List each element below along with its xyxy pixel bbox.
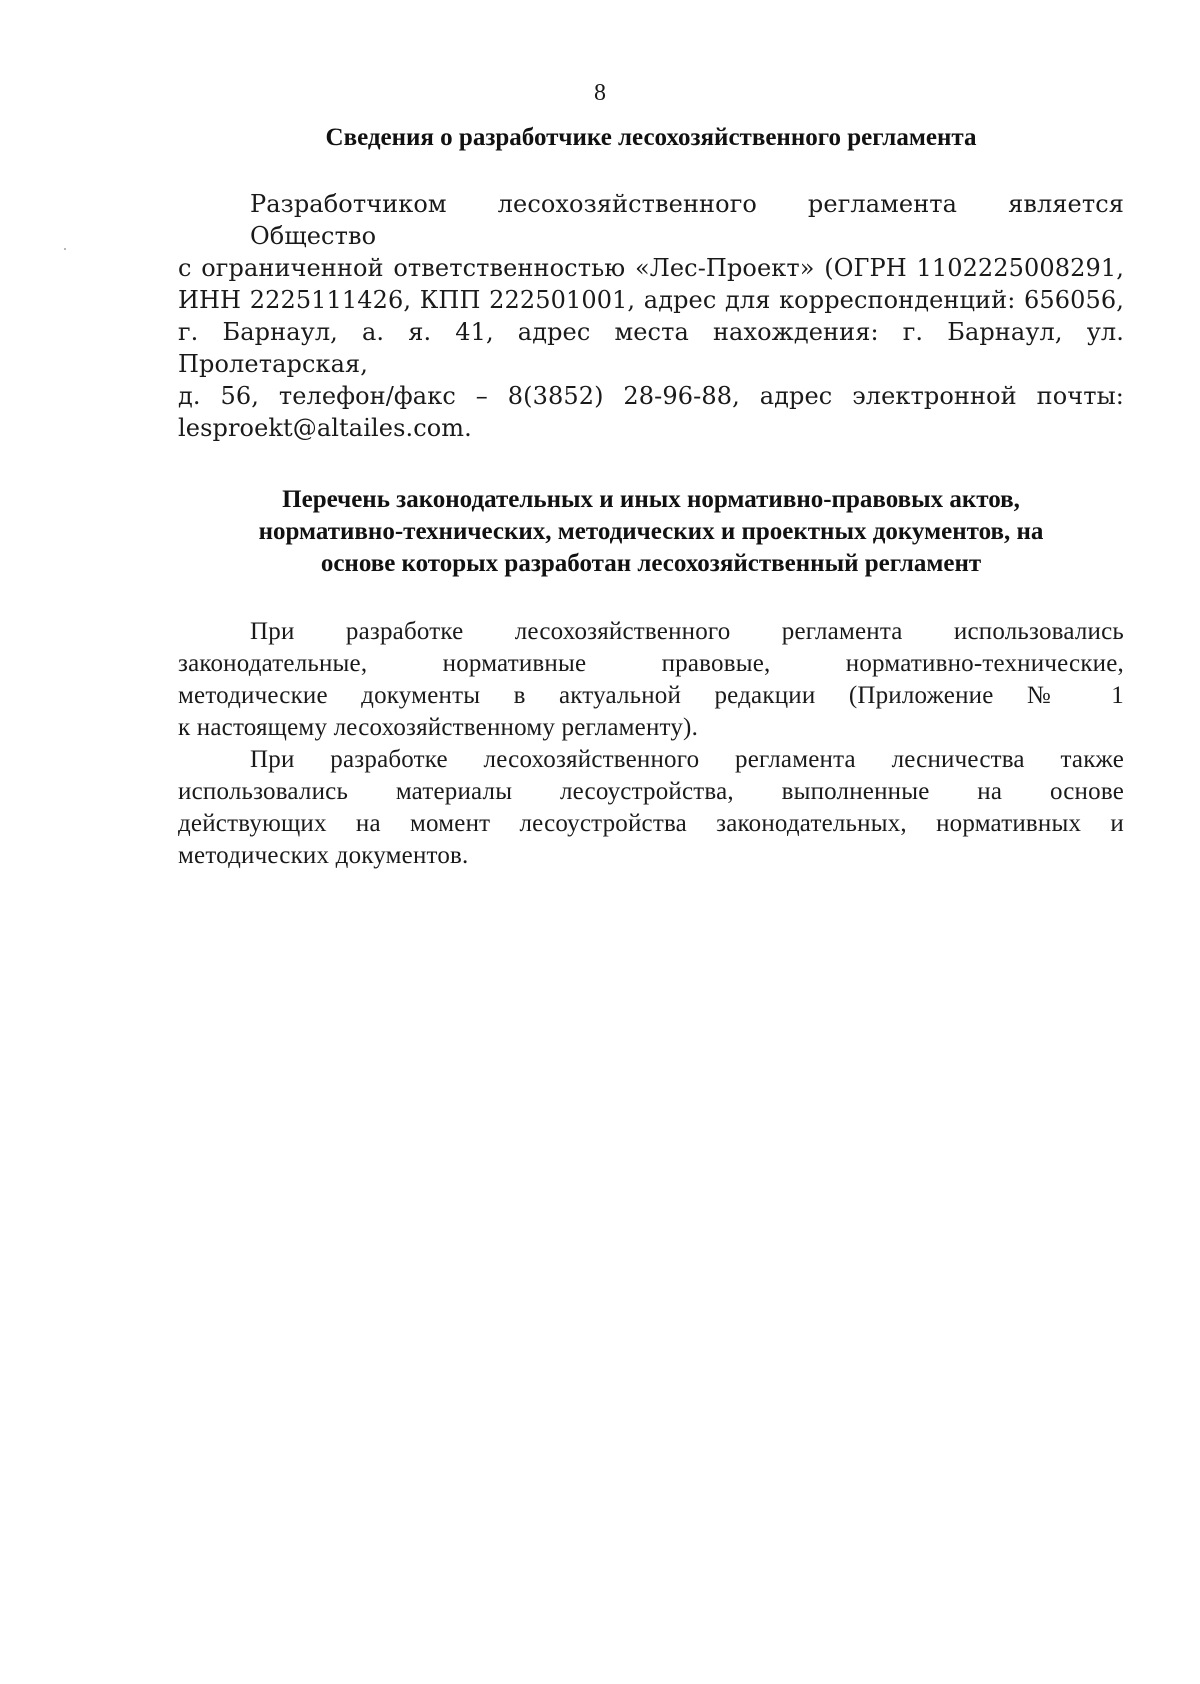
developer-info-heading: Сведения о разработчике лесохозяйственного регламента	[325, 124, 977, 151]
regulatory-acts-heading	[178, 484, 1124, 580]
developer-info-line-3: ИНН 2225111426, КПП 222501001, адрес для корреспонденций: 656056,	[178, 286, 1124, 314]
developer-info-line-6: lesproekt@altailes.com.	[178, 414, 472, 442]
scan-speck	[64, 248, 66, 250]
paragraph-2-line-1: При разработке лесохозяйственного регламента лесничества также	[250, 746, 1124, 773]
page-content	[178, 122, 1124, 872]
regulatory-acts-heading-line-2: нормативно-технических, методических и проектных документов, на	[258, 518, 1044, 545]
paragraph-2-line-4: методических документов.	[178, 842, 469, 869]
paragraph-1-line-2: законодательные, нормативные правовые, нормативно-технические,	[178, 650, 1124, 677]
paragraph-1-line-3: методические документы в актуальной редакции (Приложение № 1	[178, 682, 1124, 709]
developer-info-line-4: г. Барнаул, а. я. 41, адрес места нахождения: г. Барнаул, ул. Пролетарская,	[178, 318, 1124, 378]
paragraph-1-line-1: При разработке лесохозяйственного регламента использовались	[250, 618, 1124, 645]
developer-info-line-2: с ограниченной ответственностью «Лес-Проект» (ОГРН 1102225008291,	[178, 254, 1124, 282]
paragraph-2-line-3: действующих на момент лесоустройства законодательных, нормативных и	[178, 810, 1124, 837]
regulatory-acts-paragraph-1	[178, 616, 1124, 744]
developer-info-line-1: Разработчиком лесохозяйственного регламента является Общество	[250, 190, 1124, 250]
paragraph-2-line-2: использовались материалы лесоустройства, выполненные на основе	[178, 778, 1124, 805]
regulatory-acts-heading-line-3: основе которых разработан лесохозяйственный регламент	[320, 550, 982, 577]
developer-info-body	[178, 188, 1124, 444]
regulatory-acts-body	[178, 616, 1124, 872]
regulatory-acts-heading-line-1: Перечень законодательных и иных нормативно-правовых актов,	[282, 486, 1020, 513]
regulatory-acts-paragraph-2	[178, 744, 1124, 872]
developer-info-paragraph	[178, 188, 1124, 444]
developer-info-line-5: д. 56, телефон/факс – 8(3852) 28-96-88, адрес электронной почты:	[178, 382, 1124, 410]
paragraph-1-line-4: к настоящему лесохозяйственному регламенту).	[178, 714, 699, 741]
page-number: 8	[594, 80, 606, 106]
